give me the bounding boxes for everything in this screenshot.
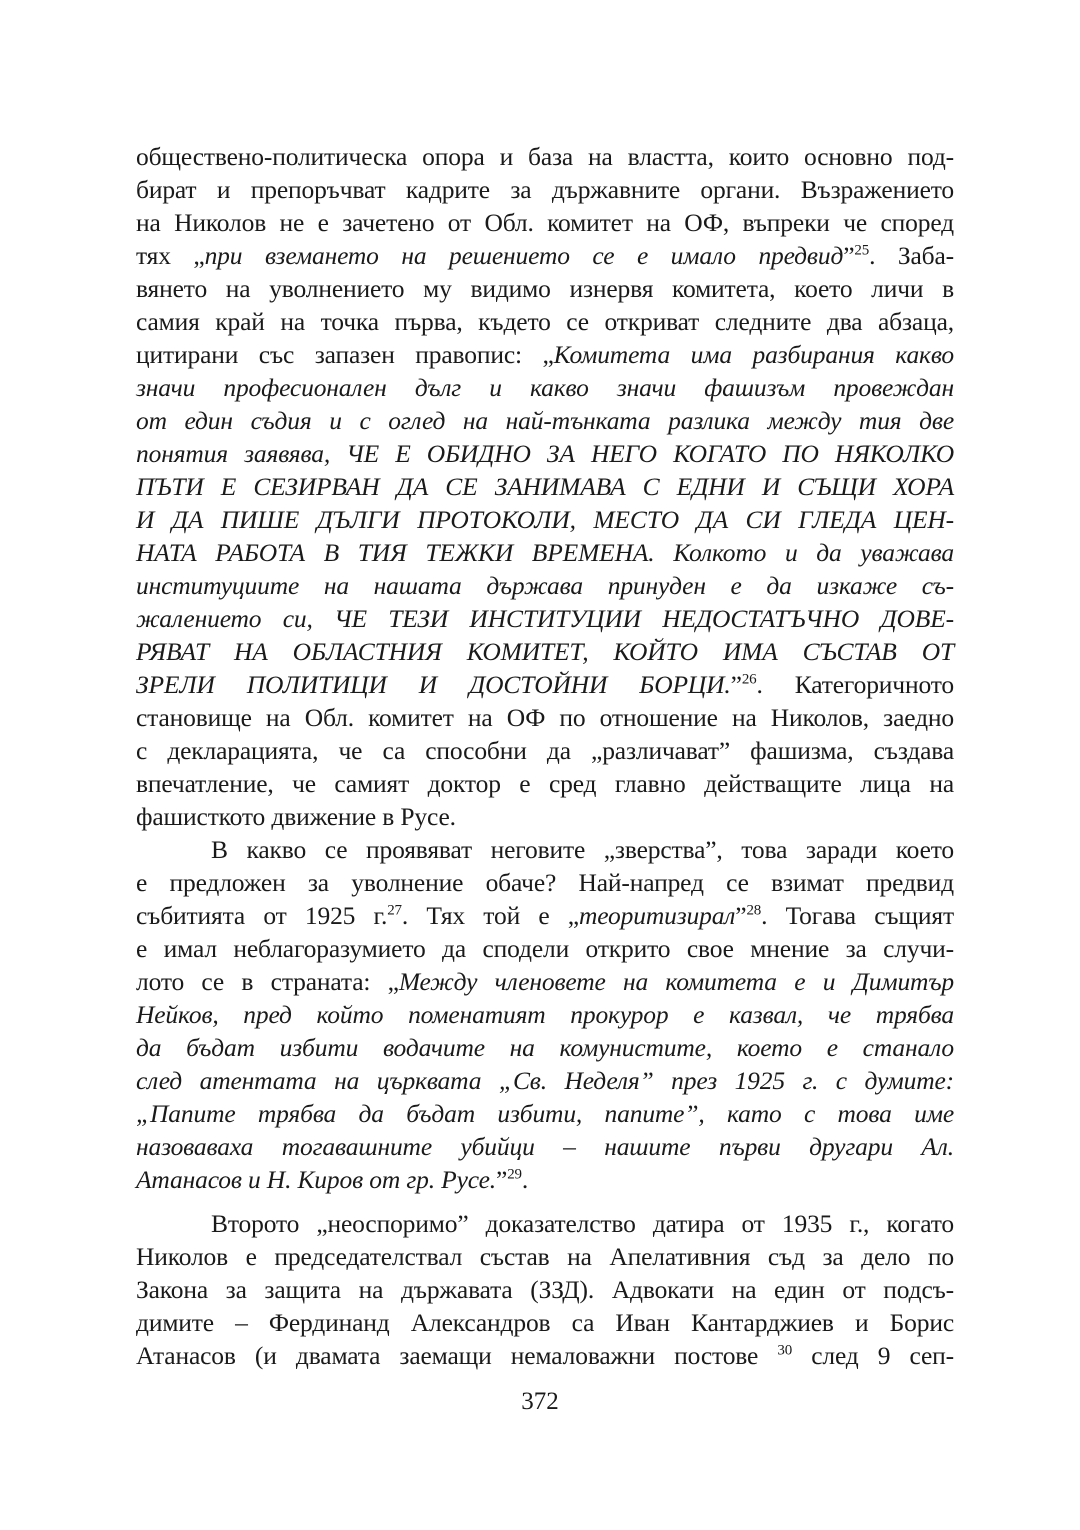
text-run: бират и препоръчват кадрите за държавните органи. Възражението [136, 175, 954, 204]
text-line [136, 1130, 954, 1163]
italic-run: И ДА ПИШЕ ДЪЛГИ ПРОТОКОЛИ, МЕСТО ДА СИ ГЛЕДА ЦЕН- [136, 505, 954, 534]
text-run: В какво се проявяват неговите „зверства”, това заради което [211, 835, 954, 864]
text-line [136, 1273, 954, 1306]
text-run: с декларацията, че са способни да „различават” фашизма, създава [136, 736, 954, 765]
italic-run: жалението си, ЧЕ ТЕЗИ ИНСТИТУЦИИ НЕДОСТАТЪЧНО ДОВЕ- [136, 604, 954, 633]
text-line [136, 206, 954, 239]
text-line [136, 734, 954, 767]
italic-run: НАТА РАБОТА В ТИЯ ТЕЖКИ ВРЕМЕНА. Колкото и да уважава [136, 538, 954, 567]
text-run: събитията от 1925 г. [136, 901, 388, 930]
text-line [136, 998, 954, 1031]
text-run: становище на Обл. комитет на ОФ по отношение на Николов, заедно [136, 703, 954, 732]
text-line [136, 569, 954, 602]
italic-run: след атентата на църквата „Св. Неделя” през 1925 г. с думите: [136, 1066, 954, 1095]
text-line [136, 1031, 954, 1064]
text-run: е предложен за уволнение обаче? Най-напред се взимат предвид [136, 868, 954, 897]
text-line [136, 767, 954, 800]
text-run: димите – Фердинанд Александров са Иван Кантарджиев и Борис [136, 1308, 954, 1337]
italic-run: Комитета има разбирания какво [553, 340, 955, 369]
text-run: самия край на точка първа, където се откриват следните два абзаца, [136, 307, 954, 336]
text-run: фашисткото движение в Русе. [136, 802, 456, 831]
text-line [136, 1339, 954, 1372]
text-run: . [521, 1165, 529, 1194]
text-run: на Николов не е зачетено от Обл. комитет на ОФ, въпреки че според [136, 208, 954, 237]
text-line [136, 1240, 954, 1273]
italic-run: ПЪТИ Е СЕЗИРВАН ДА СЕ ЗАНИМАВА С ЕДНИ И СЪЩИ ХОРА [136, 472, 954, 501]
page-body [136, 140, 954, 1372]
text-line [136, 239, 954, 272]
footnote-ref: 26 [741, 671, 757, 688]
text-line [136, 536, 954, 569]
footnote-ref: 25 [854, 242, 870, 259]
text-run: Закона за защита на държавата (ЗЗД). Адвокати на един от подсъ- [136, 1275, 954, 1304]
text-line [136, 602, 954, 635]
text-run: . Тогава същият [761, 901, 954, 930]
text-run: обществено-политическа опора и база на властта, които основно под- [136, 142, 954, 171]
text-line [136, 1064, 954, 1097]
italic-run: от един съдия и с оглед на най-тънката разлика между тия две [136, 406, 954, 435]
italic-run: институциите на нашата държава принуден е да изкаже съ- [136, 571, 954, 600]
italic-run: Нейков, пред който поменатият прокурор е казвал, че трябва [136, 1000, 954, 1029]
text-run: Николов е председателствал състав на Апелативния съд за дело по [136, 1242, 954, 1271]
footnote-ref: 30 [777, 1342, 793, 1359]
text-line [136, 371, 954, 404]
italic-run: значи професионален дълг и какво значи фашизъм провеждан [136, 373, 954, 402]
text-run: е имал неблагоразумието да сподели открито свое мнение за случи- [136, 934, 954, 963]
italic-run: да бъдат избити водачите на комунистите, което е станало [136, 1033, 954, 1062]
text-line [136, 899, 954, 932]
text-line [136, 701, 954, 734]
page-number: 372 [521, 1388, 559, 1415]
text-run: Второто „неоспоримо” доказателство датира от 1935 г., когато [211, 1209, 954, 1238]
text-run: впечатление, че самият доктор е сред главно действащите лица на [136, 769, 954, 798]
italic-run: Между членовете на комитета е и Димитър [398, 967, 954, 996]
italic-run: ЗРЕЛИ ПОЛИТИЦИ И ДОСТОЙНИ БОРЦИ. [136, 670, 731, 699]
text-line [136, 437, 954, 470]
text-line [136, 305, 954, 338]
text-line [136, 833, 954, 866]
italic-run: при вземането на решението се е имало предвид [204, 241, 844, 270]
text-line [136, 1097, 954, 1130]
italic-run: назоваваха тогавашните убийци – нашите първи другари Ал. [136, 1132, 954, 1161]
italic-run: „Папите трябва да бъдат избити, папите”, като с това име [136, 1099, 954, 1128]
footnote-ref: 29 [507, 1166, 522, 1183]
text-line [136, 338, 954, 371]
text-run: цитирани със запазен правопис: „ [136, 340, 554, 369]
text-line [136, 140, 954, 173]
text-line [136, 668, 954, 701]
text-line [136, 1207, 954, 1240]
text-line [136, 404, 954, 437]
footnote-ref: 27 [387, 902, 402, 919]
text-line [136, 932, 954, 965]
text-line [136, 470, 954, 503]
text-run: тях „ [136, 241, 205, 270]
italic-run: теоритизирал [578, 901, 736, 930]
text-run: вянето на уволнението му видимо изнервя комитета, което личи в [136, 274, 954, 303]
text-line [136, 1306, 954, 1339]
text-run: . Категоричното [756, 670, 954, 699]
text-run: ” [496, 1165, 508, 1194]
text-line [136, 866, 954, 899]
italic-run: понятия заявява, ЧЕ Е ОБИДНО ЗА НЕГО КОГАТО ПО НЯКОЛКО [136, 439, 954, 468]
text-run: ” [843, 241, 855, 270]
text-run: след 9 сеп- [792, 1341, 954, 1370]
footnote-ref: 28 [746, 902, 762, 919]
text-run: . Заба- [869, 241, 955, 270]
text-line [136, 173, 954, 206]
text-line [136, 272, 954, 305]
italic-run: РЯВАТ НА ОБЛАСТНИЯ КОМИТЕТ, КОЙТО ИМА СЪСТАВ ОТ [136, 637, 954, 666]
text-line [136, 503, 954, 536]
italic-run: Атанасов и Н. Киров от гр. Русе. [136, 1165, 497, 1194]
text-run: . Тях той е „ [401, 901, 579, 930]
text-run: ” [730, 670, 742, 699]
text-line [136, 635, 954, 668]
text-run: лото се в страната: „ [136, 967, 399, 996]
text-line [136, 965, 954, 998]
text-line [136, 1163, 954, 1196]
text-run: Атанасов (и двамата заемащи немаловажни постове [136, 1341, 778, 1370]
text-line [136, 800, 954, 833]
text-run: ” [735, 901, 747, 930]
